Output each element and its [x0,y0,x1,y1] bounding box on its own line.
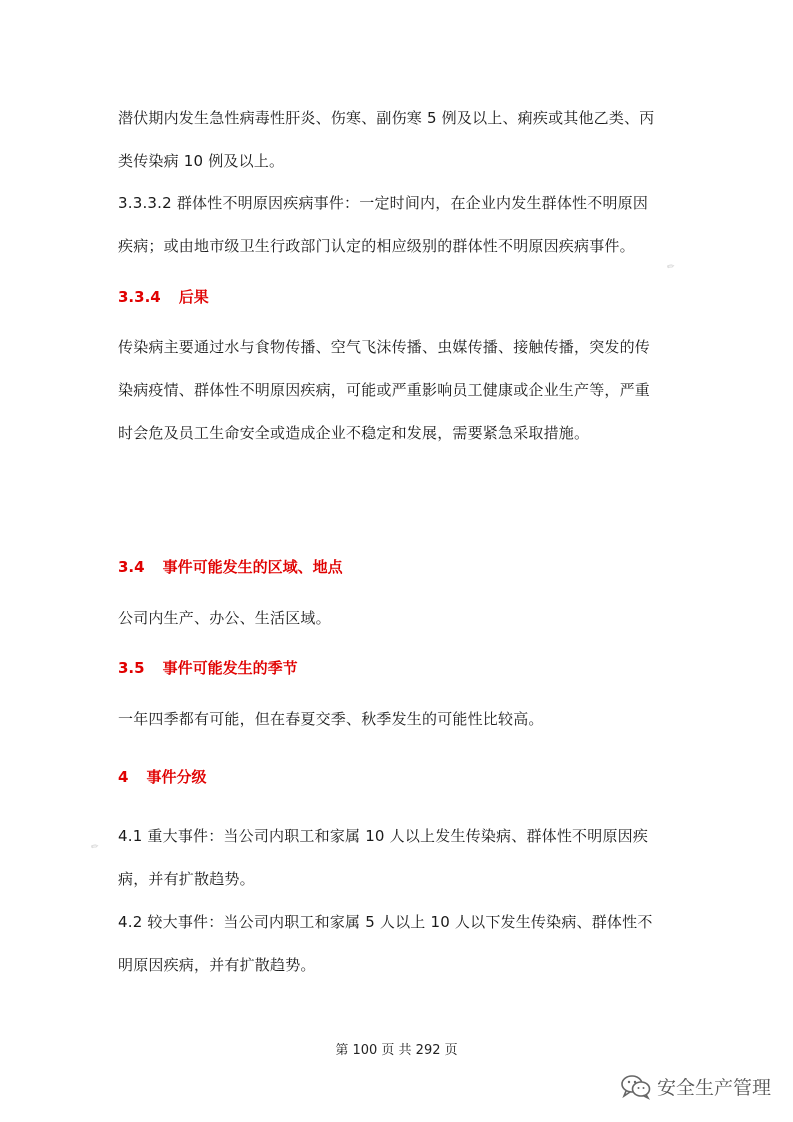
heading-title: 事件可能发生的区域、地点 [162,558,343,576]
heading-title: 事件分级 [146,768,207,786]
paragraph-line: 病，并有扩散趋势。 [118,870,255,888]
paragraph-line: 染病疫情、群体性不明原因疾病，可能或严重影响员工健康或企业生产等，严重 [118,381,651,399]
heading-number: 3.3.4 [118,288,161,306]
faint-stamp-mark: ✎ [665,261,679,273]
section-heading-3-5 [118,658,298,678]
page-footer: 第 100 页 共 292 页 [335,1043,458,1058]
paragraph-line: 疾病；或由地市级卫生行政部门认定的相应级别的群体性不明原因疾病事件。 [118,237,635,255]
paragraph-line: 3.3.3.2 群体性不明原因疾病事件：一定时间内，在企业内发生群体性不明原因 [118,194,649,212]
watermark-text: 安全生产管理 [656,1077,771,1099]
paragraph-line: 传染病主要通过水与食物传播、空气飞沫传播、虫媒传播、接触传播，突发的传 [118,338,651,356]
paragraph-line: 公司内生产、办公、生活区域。 [118,609,331,627]
heading-title: 后果 [178,288,209,306]
heading-number: 4 [118,768,129,786]
paragraph-line: 类传染病 10 例及以上。 [118,152,285,170]
paragraph-line: 4.2 较大事件：当公司内职工和家属 5 人以上 10 人以下发生传染病、群体性不 [118,913,653,931]
wechat-icon [621,1074,651,1100]
heading-number: 3.5 [118,659,145,677]
paragraph-line: 时会危及员工生命安全或造成企业不稳定和发展，需要紧急采取措施。 [118,424,590,442]
heading-number: 3.4 [118,558,145,576]
heading-title: 事件可能发生的季节 [162,659,298,677]
paragraph-line: 4.1 重大事件：当公司内职工和家属 10 人以上发生传染病、群体性不明原因疾 [118,827,649,845]
watermark [621,1073,771,1100]
section-heading-4 [118,767,206,787]
paragraph-line: 一年四季都有可能，但在春夏交季、秋季发生的可能性比较高。 [118,710,544,728]
paragraph-line: 明原因疾病，并有扩散趋势。 [118,956,316,974]
paragraph-line: 潜伏期内发生急性病毒性肝炎、伤寒、副伤寒 5 例及以上、痢疾或其他乙类、丙 [118,109,655,127]
faint-stamp-mark: ✎ [89,841,103,853]
section-heading-3-4 [118,557,343,577]
section-heading-3-3-4 [118,287,209,307]
